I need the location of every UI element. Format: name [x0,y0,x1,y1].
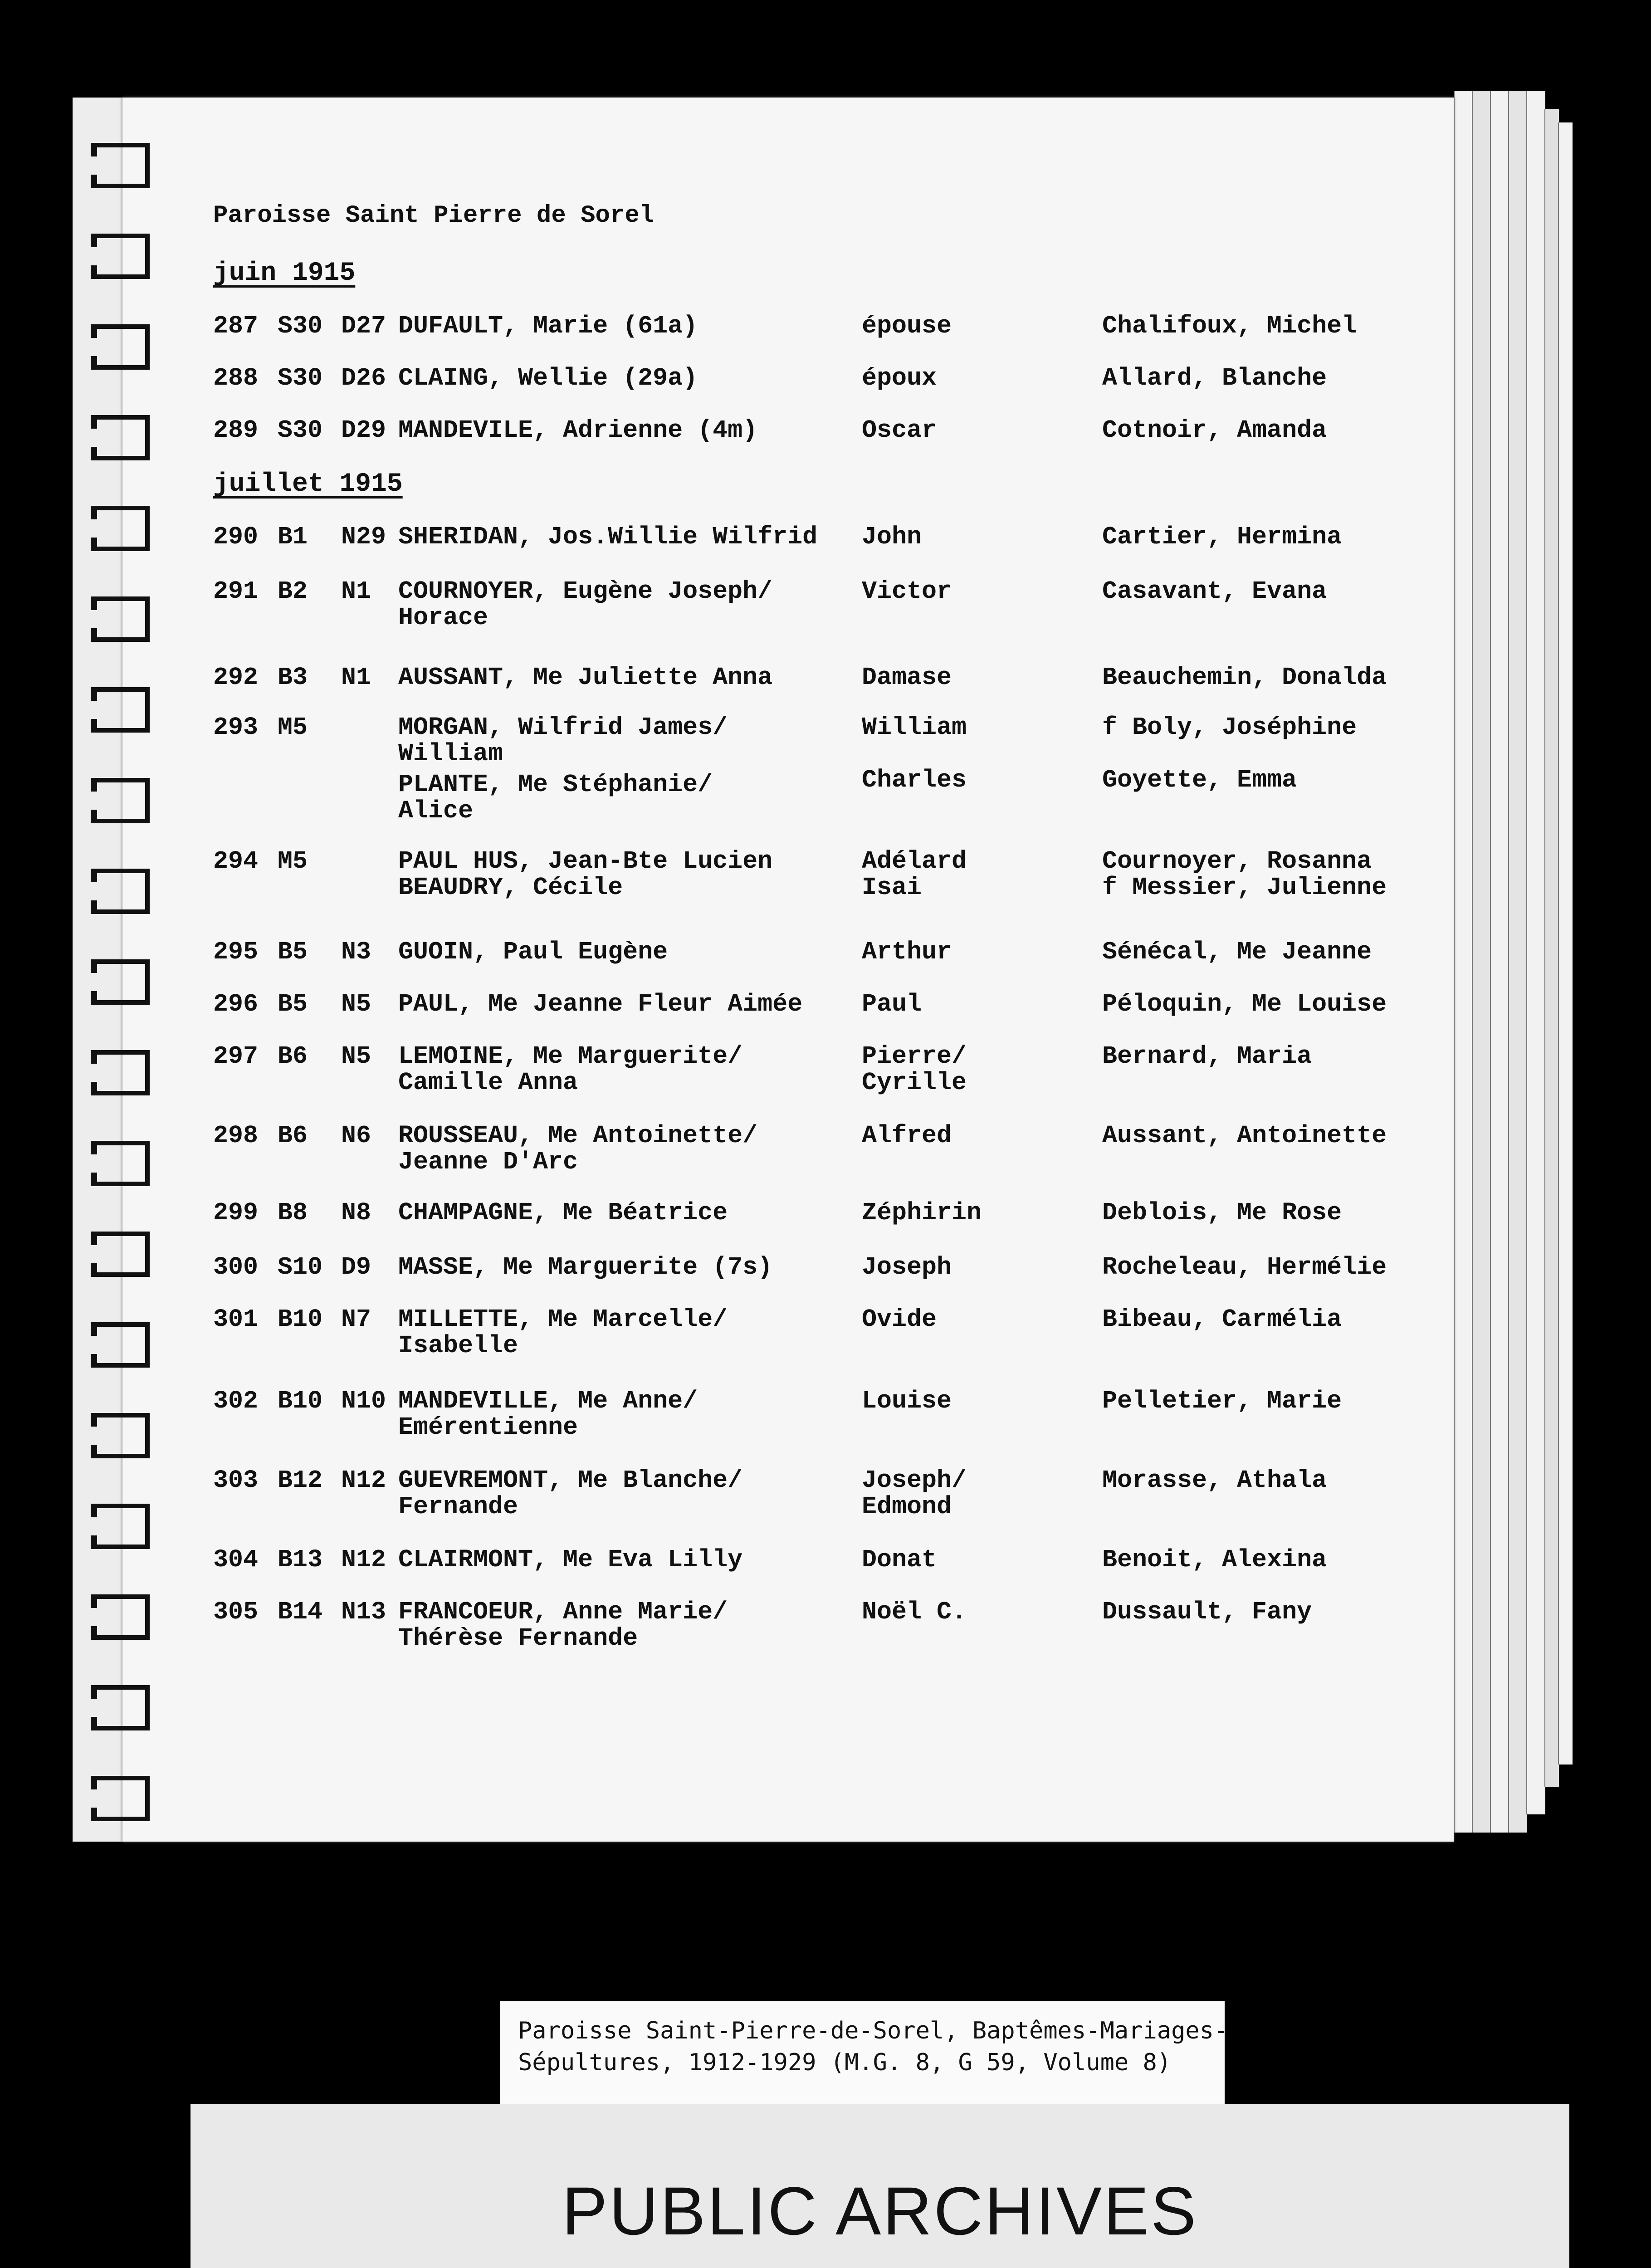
binding-ring [91,1413,150,1458]
entry-mother-line: Beauchemin, Donalda [1102,663,1387,692]
entry-father-line: William [862,713,967,742]
entry-name-line: William [398,739,503,768]
entry-number: 295 [213,938,259,966]
entry-mother-line: Cartier, Hermina [1102,523,1342,551]
entry-name-line: PLANTE, Me Stéphanie/ [398,770,713,799]
binding-ring [91,1232,150,1277]
entry-day: D9 [341,1253,371,1281]
register-page [122,98,1454,1842]
entry-name-line: DUFAULT, Marie (61a) [398,312,698,340]
entry-number: 303 [213,1466,259,1495]
entry-act-code: B6 [278,1121,308,1150]
entry-number: 299 [213,1198,259,1227]
binding-ring [91,1322,150,1368]
entry-act-code: B3 [278,663,308,692]
entry-father-line: Joseph [862,1253,952,1281]
entry-name-line: GUEVREMONT, Me Blanche/ [398,1466,743,1495]
entry-father-line: Pierre/ [862,1042,967,1070]
entry-number: 291 [213,577,259,606]
binding-ring [91,324,150,370]
entry-mother-line: Cournoyer, Rosanna [1102,847,1372,875]
entry-act-code: B5 [278,938,308,966]
entry-act-code: B13 [278,1545,323,1574]
entry-number: 292 [213,663,259,692]
entry-mother-line: Bernard, Maria [1102,1042,1312,1070]
binding-ring [91,1141,150,1186]
entry-mother-line: Allard, Blanche [1102,364,1327,392]
entry-father-line: Alfred [862,1121,952,1150]
entry-act-code: B14 [278,1598,323,1626]
entry-day: N29 [341,523,386,551]
binding-ring [91,1594,150,1640]
entry-name-line: MORGAN, Wilfrid James/ [398,713,728,742]
entry-name-line: COURNOYER, Eugène Joseph/ [398,577,773,606]
entry-day: N1 [341,577,371,606]
entry-number: 290 [213,523,259,551]
entry-name-line: Fernande [398,1492,518,1521]
entry-father-line: Donat [862,1545,937,1574]
section-heading: juin 1915 [213,259,356,288]
entry-act-code: S10 [278,1253,323,1281]
entry-act-code: B8 [278,1198,308,1227]
entry-act-code: B10 [278,1305,323,1334]
entry-day: N5 [341,1042,371,1070]
entry-mother-line: f Boly, Joséphine [1102,713,1357,742]
entry-day: N12 [341,1466,386,1495]
entry-name-line: PAUL HUS, Jean-Bte Lucien [398,847,773,875]
entry-mother-line: Bibeau, Carmélia [1102,1305,1342,1334]
entry-father-line: Oscar [862,416,937,445]
page-stack-edge [1490,91,1509,1833]
entry-number: 302 [213,1387,259,1415]
entry-name-line: FRANCOEUR, Anne Marie/ [398,1598,728,1626]
page-stack-edge [1558,122,1573,1765]
entry-name-line: MILLETTE, Me Marcelle/ [398,1305,728,1334]
entry-mother-line: Deblois, Me Rose [1102,1198,1342,1227]
entry-day: D27 [341,312,386,340]
entry-father-line: Isai [862,873,922,902]
entry-act-code: M5 [278,713,308,742]
entry-number: 305 [213,1598,259,1626]
entry-name-line: Thérèse Fernande [398,1624,638,1652]
entry-name-line: ROUSSEAU, Me Antoinette/ [398,1121,758,1150]
entry-name-line: MASSE, Me Marguerite (7s) [398,1253,773,1281]
entry-father-line: Ovide [862,1305,937,1334]
entry-day: N8 [341,1198,371,1227]
entry-number: 287 [213,312,259,340]
entry-name-line: AUSSANT, Me Juliette Anna [398,663,773,692]
entry-day: N1 [341,663,371,692]
binding-ring [91,143,150,188]
entry-act-code: B10 [278,1387,323,1415]
entry-name-line: CHAMPAGNE, Me Béatrice [398,1198,728,1227]
entry-mother-line: Rocheleau, Hermélie [1102,1253,1387,1281]
page-stack-edge [1472,91,1491,1833]
entry-day: N10 [341,1387,386,1415]
entry-father-line: Arthur [862,938,952,966]
entry-number: 296 [213,990,259,1018]
entry-name-line: GUOIN, Paul Eugène [398,938,668,966]
entry-number: 293 [213,713,259,742]
binding-ring [91,506,150,551]
entry-mother-line: Goyette, Emma [1102,766,1297,794]
entry-name-line: LEMOINE, Me Marguerite/ [398,1042,743,1070]
entry-day: N13 [341,1598,386,1626]
entry-day: N5 [341,990,371,1018]
page-stack-edge [1544,109,1559,1787]
entry-father-line: Victor [862,577,952,606]
caption-line-1: Paroisse Saint-Pierre-de-Sorel, Baptêmes-Mariages- [518,2017,1228,2044]
archive-stamp [190,2104,1569,2268]
entry-name-line: MANDEVILLE, Me Anne/ [398,1387,698,1415]
binding-ring [91,234,150,279]
entry-number: 289 [213,416,259,445]
entry-act-code: M5 [278,847,308,875]
binding-ring [91,415,150,460]
binding-ring [91,596,150,642]
section-heading: juillet 1915 [213,469,403,499]
entry-day: N7 [341,1305,371,1334]
entry-act-code: B1 [278,523,308,551]
entry-mother-line: f Messier, Julienne [1102,873,1387,902]
entry-day: D29 [341,416,386,445]
entry-act-code: B6 [278,1042,308,1070]
entry-father-line: Cyrille [862,1068,967,1097]
entry-name-line: Camille Anna [398,1068,578,1097]
entry-father-line: Damase [862,663,952,692]
binding-ring [91,869,150,914]
entry-act-code: B12 [278,1466,323,1495]
entry-name-line: Alice [398,797,474,825]
entry-name-line: MANDEVILE, Adrienne (4m) [398,416,758,445]
entry-number: 297 [213,1042,259,1070]
entry-name-line: BEAUDRY, Cécile [398,873,623,902]
entry-name-line: Emérentienne [398,1413,578,1442]
entry-father-line: Joseph/ [862,1466,967,1495]
entry-number: 300 [213,1253,259,1281]
binding-ring [91,778,150,823]
binding-ring [91,687,150,733]
binding-ring [91,1050,150,1095]
entry-mother-line: Pelletier, Marie [1102,1387,1342,1415]
entry-mother-line: Benoit, Alexina [1102,1545,1327,1574]
page-stack-edge [1508,91,1527,1833]
caption-slip [500,2001,1228,2108]
entry-act-code: S30 [278,364,323,392]
entry-father-line: Noël C. [862,1598,967,1626]
entry-mother-line: Péloquin, Me Louise [1102,990,1387,1018]
entry-father-line: Zéphirin [862,1198,982,1227]
entry-mother-line: Chalifoux, Michel [1102,312,1357,340]
entry-father-line: Edmond [862,1492,952,1521]
entry-mother-line: Dussault, Fany [1102,1598,1312,1626]
entry-father-line: époux [862,364,937,392]
entry-name-line: PAUL, Me Jeanne Fleur Aimée [398,990,803,1018]
entry-father-line: Paul [862,990,922,1018]
entry-number: 298 [213,1121,259,1150]
entry-father-line: Louise [862,1387,952,1415]
entry-father-line: Adélard [862,847,967,875]
binding-ring [91,959,150,1005]
entry-mother-line: Cotnoir, Amanda [1102,416,1327,445]
entry-father-line: Charles [862,766,967,794]
entry-day: D26 [341,364,386,392]
entry-day: N6 [341,1121,371,1150]
page-stack-edge [1454,91,1473,1833]
entry-act-code: S30 [278,312,323,340]
entry-day: N3 [341,938,371,966]
entry-number: 294 [213,847,259,875]
entry-mother-line: Aussant, Antoinette [1102,1121,1387,1150]
entry-number: 288 [213,364,259,392]
entry-father-line: épouse [862,312,952,340]
entry-father-line: John [862,523,922,551]
parish-header: Paroisse Saint Pierre de Sorel [213,202,655,230]
binding-ring [91,1776,150,1821]
entry-act-code: B5 [278,990,308,1018]
entry-mother-line: Casavant, Evana [1102,577,1327,606]
stamp-line-1: PUBLIC ARCHIVES [562,2173,1198,2249]
entry-number: 301 [213,1305,259,1334]
entry-name-line: SHERIDAN, Jos.Willie Wilfrid [398,523,818,551]
entry-name-line: Horace [398,603,488,632]
entry-day: N12 [341,1545,386,1574]
entry-name-line: CLAING, Wellie (29a) [398,364,698,392]
binding-ring [91,1685,150,1730]
entry-name-line: Jeanne D'Arc [398,1148,578,1176]
entry-name-line: Isabelle [398,1331,518,1360]
entry-mother-line: Sénécal, Me Jeanne [1102,938,1372,966]
entry-act-code: S30 [278,416,323,445]
entry-name-line: CLAIRMONT, Me Eva Lilly [398,1545,743,1574]
caption-line-2: Sépultures, 1912-1929 (M.G. 8, G 59, Volume 8) [518,2049,1172,2076]
binding-ring [91,1504,150,1549]
entry-number: 304 [213,1545,259,1574]
page-stack-edge [1526,91,1545,1814]
entry-mother-line: Morasse, Athala [1102,1466,1327,1495]
entry-act-code: B2 [278,577,308,606]
